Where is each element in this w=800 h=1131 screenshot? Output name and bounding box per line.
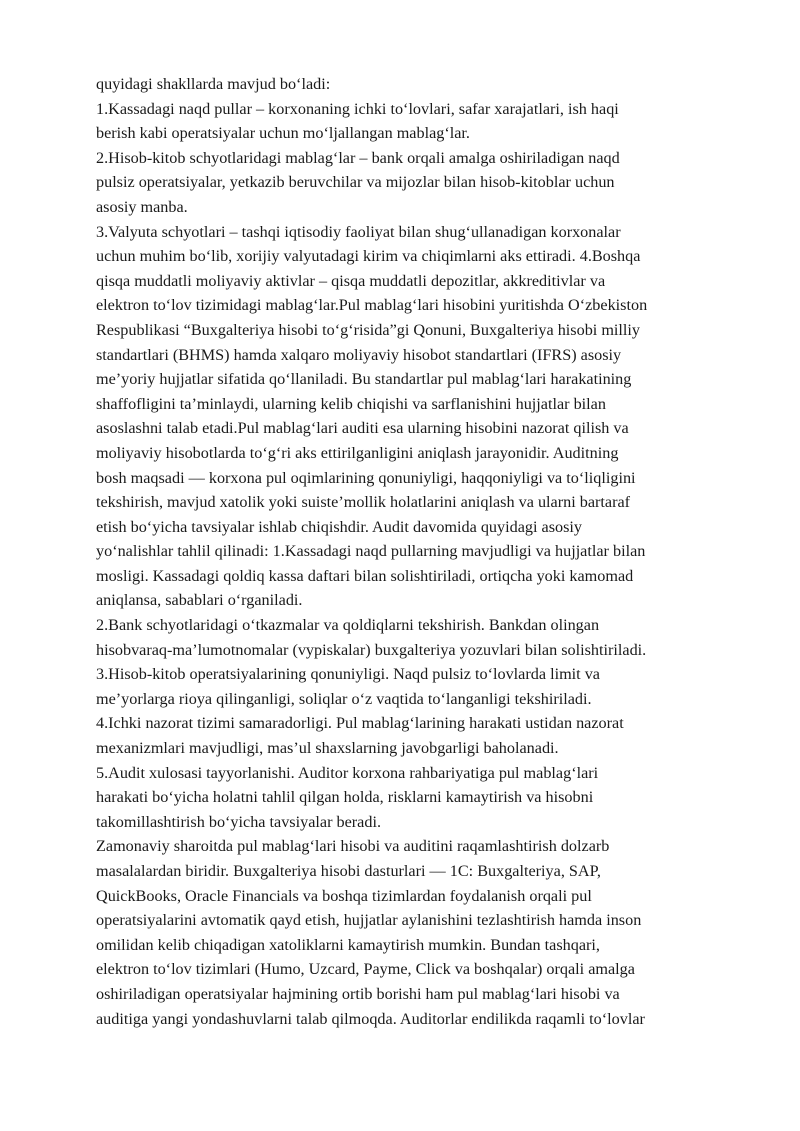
text-line: tekshirish, mavjud xatolik yoki suiste’mollik holatlarini aniqlash va ularni bartaraf bbox=[96, 493, 631, 512]
text-line: quyidagi shakllarda mavjud bo‘ladi: bbox=[96, 75, 331, 93]
text-line: takomillashtirish bo‘yicha tavsiyalar beradi. bbox=[96, 812, 381, 831]
text-line: 5.Audit xulosasi tayyorlanishi. Auditor korxona rahbariyatiga pul mablag‘lari bbox=[96, 763, 599, 782]
text-line: 4.Ichki nazorat tizimi samaradorligi. Pul mablag‘larining harakati ustidan nazorat bbox=[96, 714, 624, 733]
text-line: me’yoriy hujjatlar sifatida qo‘llaniladi. Bu standartlar pul mablag‘lari harakatining bbox=[96, 370, 632, 389]
text-line: Respublikasi “Buxgalteriya hisobi to‘g‘risida”gi Qonuni, Buxgalteriya hisobi milliy bbox=[96, 320, 641, 339]
text-line: 2.Bank schyotlaridagi o‘tkazmalar va qoldiqlarni tekshirish. Bankdan olingan bbox=[96, 616, 600, 635]
text-line: elektron to‘lov tizimlari (Humo, Uzcard, Payme, Click va boshqalar) orqali amalga bbox=[96, 960, 635, 979]
text-line: pulsiz operatsiyalar, yetkazib beruvchilar va mijozlar bilan hisob-kitoblar uchun bbox=[96, 173, 615, 192]
text-line: bosh maqsadi — korxona pul oqimlarining qonuniyligi, haqqoniyligi va to‘liqligini bbox=[96, 468, 636, 487]
text-line: 3.Valyuta schyotlari – tashqi iqtisodiy faoliyat bilan shug‘ullanadigan korxonalar bbox=[96, 222, 621, 241]
text-line: 1.Kassadagi naqd pullar – korxonaning ichki to‘lovlari, safar xarajatlari, ish haqi bbox=[96, 99, 619, 118]
text-line: elektron to‘lov tizimidagi mablag‘lar.Pul mablag‘lari hisobini yuritishda O‘zbekiston bbox=[96, 296, 648, 315]
text-line: masalalardan biridir. Buxgalteriya hisobi dasturlari — 1C: Buxgalteriya, SAP, bbox=[96, 862, 601, 880]
text-line: oshiriladigan operatsiyalar hajmining ortib borishi ham pul mablag‘lari hisobi va bbox=[96, 984, 620, 1003]
text-line: hisobvaraq-ma’lumotnomalar (vypiskalar) buxgalteriya yozuvlari bilan solishtiriladi. bbox=[96, 640, 647, 659]
text-line: uchun muhim bo‘lib, xorijiy valyutadagi kirim va chiqimlarni aks ettiradi. 4.Boshqa bbox=[96, 247, 641, 266]
text-line: QuickBooks, Oracle Financials va boshqa tizimlardan foydalanish orqali pul bbox=[96, 886, 592, 905]
text-line: moliyaviy hisobotlarda to‘g‘ri aks ettirilganligini aniqlash jarayonidir. Auditning bbox=[96, 443, 619, 462]
text-line: asoslashni talab etadi.Pul mablag‘lari auditi esa ularning hisobini nazorat qilish va bbox=[96, 419, 629, 438]
text-line: mosligi. Kassadagi qoldiq kassa daftari bilan solishtiriladi, ortiqcha yoki kamomad bbox=[96, 566, 634, 585]
text-line: yo‘nalishlar tahlil qilinadi: 1.Kassadagi naqd pullarning mavjudligi va hujjatlar bilan bbox=[96, 542, 646, 561]
text-line: 2.Hisob-kitob schyotlaridagi mablag‘lar – bank orqali amalga oshiriladigan naqd bbox=[96, 148, 620, 167]
text-line: auditiga yangi yondashuvlarni talab qilmoqda. Auditorlar endilikda raqamli to‘lovlar bbox=[96, 1009, 645, 1028]
text-line: berish kabi operatsiyalar uchun mo‘ljallangan mablag‘lar. bbox=[96, 124, 470, 143]
text-line: me’yorlarga rioya qilinganligi, soliqlar o‘z vaqtida to‘langanligi tekshiriladi. bbox=[96, 689, 592, 708]
text-line: harakati bo‘yicha holatni tahlil qilgan holda, risklarni kamaytirish va hisobni bbox=[96, 788, 594, 807]
text-line: standartlari (BHMS) hamda xalqaro moliyaviy hisobot standartlari (IFRS) asosiy bbox=[96, 345, 622, 364]
text-line: etish bo‘yicha tavsiyalar ishlab chiqishdir. Audit davomida quyidagi asosiy bbox=[96, 517, 582, 536]
text-line: 3.Hisob-kitob operatsiyalarining qonuniyligi. Naqd pulsiz to‘lovlarda limit va bbox=[96, 665, 600, 684]
text-line: Zamonaviy sharoitda pul mablag‘lari hisobi va auditini raqamlashtirish dolzarb bbox=[96, 837, 610, 856]
text-line: qisqa muddatli moliyaviy aktivlar – qisqa muddatli depozitlar, akkreditivlar va bbox=[96, 271, 606, 290]
document-body-text bbox=[96, 72, 746, 1031]
text-line: asosiy manba. bbox=[96, 197, 188, 216]
text-line: shaffofligini ta’minlaydi, ularning kelib chiqishi va sarflanishini hujjatlar bilan bbox=[96, 394, 606, 413]
text-line: omilidan kelib chiqadigan xatoliklarni kamaytirish mumkin. Bundan tashqari, bbox=[96, 935, 600, 954]
text-line: aniqlansa, sabablari o‘rganiladi. bbox=[96, 591, 303, 610]
text-line: operatsiyalarini avtomatik qayd etish, hujjatlar aylanishini tezlashtirish hamda inson bbox=[96, 911, 642, 930]
text-line: mexanizmlari mavjudligi, mas’ul shaxslarning javobgarligi baholanadi. bbox=[96, 739, 559, 758]
